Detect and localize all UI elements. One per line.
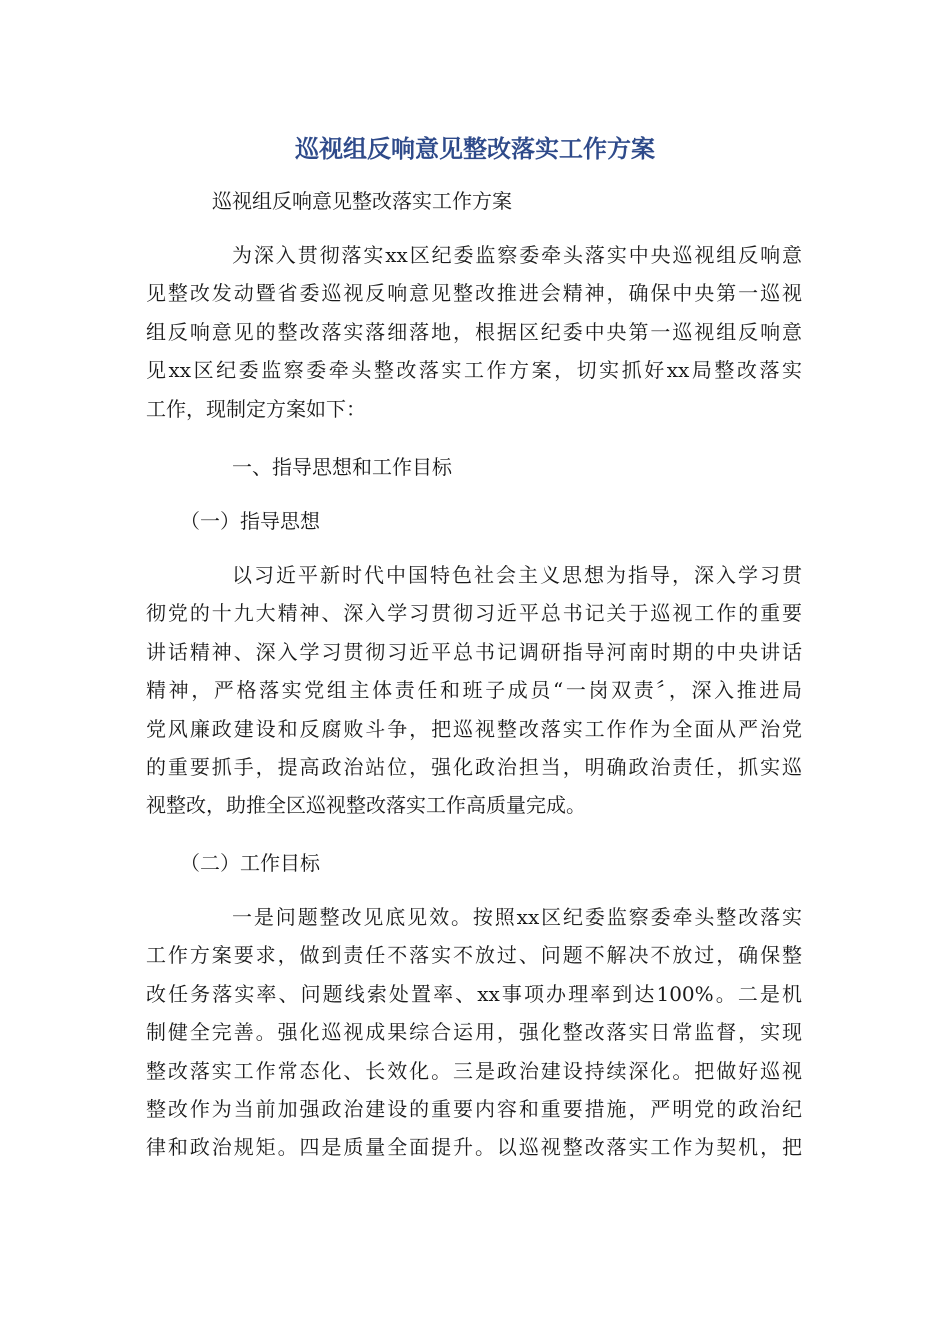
paragraph-line: 视整改，助推全区巡视整改落实工作高质量完成。 <box>146 793 586 818</box>
section-heading-guiding-principles: 一、指导思想和工作目标 <box>232 455 452 479</box>
paragraph-line: 见整改发动暨省委巡视反响意见整改推进会精神，确保中央第一巡视 <box>146 281 802 306</box>
guiding-thought-paragraph <box>146 556 802 825</box>
paragraph-line: 整改落实工作常态化、长效化。三是政治建设持续深化。把做好巡视 <box>146 1058 802 1083</box>
paragraph-line: 组反响意见的整改落实落细落地，根据区纪委中央第一巡视组反响意 <box>146 319 802 344</box>
paragraph-line: 的重要抓手，提高政治站位，强化政治担当，明确政治责任，抓实巡 <box>146 754 802 779</box>
paragraph-line: 工作方案要求，做到责任不落实不放过、问题不解决不放过，确保整 <box>146 943 802 968</box>
paragraph-line: 党风廉政建设和反腐败斗争，把巡视整改落实工作作为全面从严治党 <box>146 716 802 741</box>
paragraph-line: 讲话精神、深入学习贯彻习近平总书记调研指导河南时期的中央讲话 <box>146 639 802 664</box>
document-title: 巡视组反响意见整改落实工作方案 <box>295 135 655 163</box>
paragraph-line: 律和政治规矩。四是质量全面提升。以巡视整改落实工作为契机，把 <box>146 1135 802 1160</box>
paragraph-line: 彻党的十九大精神、深入学习贯彻习近平总书记关于巡视工作的重要 <box>146 601 802 626</box>
subsection-heading-work-goals: （二）工作目标 <box>180 851 320 875</box>
paragraph-line: 为深入贯彻落实xx区纪委监察委牵头落实中央巡视组反响意 <box>232 243 802 267</box>
paragraph-line: 精神，严格落实党组主体责任和班子成员“一岗双责〞，深入推进局 <box>146 678 802 703</box>
paragraph-line: 工作，现制定方案如下： <box>146 396 366 421</box>
intro-paragraph <box>146 236 802 428</box>
paragraph-line: 一是问题整改见底见效。按照xx区纪委监察委牵头整改落实 <box>232 905 802 929</box>
paragraph-line: 整改作为当前加强政治建设的重要内容和重要措施，严明党的政治纪 <box>146 1096 802 1121</box>
paragraph-line: 见xx区纪委监察委牵头整改落实工作方案，切实抓好xx局整改落实 <box>146 358 802 383</box>
paragraph-line: 改任务落实率、问题线索处置率、xx事项办理率到达100%。二是机 <box>146 981 802 1006</box>
work-goals-paragraph <box>146 898 802 1167</box>
paragraph-line: 以习近平新时代中国特色社会主义思想为指导，深入学习贯 <box>232 563 802 587</box>
document-subtitle: 巡视组反响意见整改落实工作方案 <box>212 189 512 213</box>
subsection-heading-guiding-thought: （一）指导思想 <box>180 509 320 533</box>
paragraph-line: 制健全完善。强化巡视成果综合运用，强化整改落实日常监督，实现 <box>146 1020 802 1045</box>
